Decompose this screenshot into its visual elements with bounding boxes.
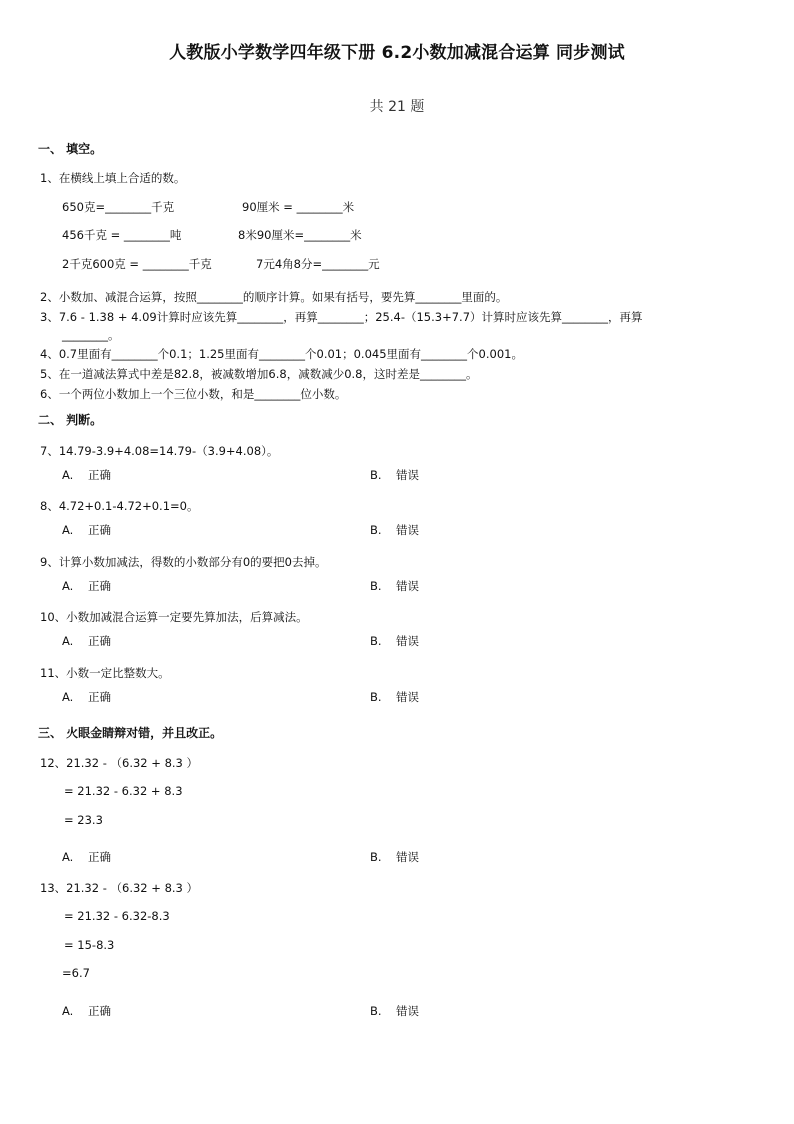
question-2: 2、小数加、减混合运算，按照________的顺序计算。如果有括号，要先算________里面的。 [40, 290, 508, 304]
question-12-step-1: = 21.32 - 6.32 + 8.3 [64, 784, 183, 798]
question-1-item-6: 7元4角8分=________元 [256, 257, 380, 271]
option-a[interactable]: A. 正确 [62, 634, 111, 648]
question-8: 8、4.72+0.1-4.72+0.1=0。 [40, 499, 199, 513]
question-1-item-5: 2千克600克 = ________千克 [62, 257, 212, 271]
question-9: 9、计算小数加减法，得数的小数部分有0的要把0去掉。 [40, 555, 327, 569]
option-b[interactable]: B. 错误 [370, 690, 419, 704]
page-title: 人教版小学数学四年级下册 6.2小数加减混合运算 同步测试 [169, 43, 625, 63]
question-3-line-1: 3、7.6 - 1.38 + 4.09计算时应该先算________，再算________；25.4-（15.3+7.7）计算时应该先算________，再算 [40, 310, 643, 324]
question-4: 4、0.7里面有________个0.1；1.25里面有________个0.01；0.045里面有________个0.001。 [40, 347, 523, 361]
question-1-item-2: 90厘米 = ________米 [242, 200, 355, 214]
question-10: 10、小数加减混合运算一定要先算加法，后算减法。 [40, 610, 308, 624]
option-a[interactable]: A. 正确 [62, 523, 111, 537]
question-13-step-1: = 21.32 - 6.32-8.3 [64, 909, 170, 923]
question-13-step-2: = 15-8.3 [64, 938, 115, 952]
option-b[interactable]: B. 错误 [370, 468, 419, 482]
option-b[interactable]: B. 错误 [370, 523, 419, 537]
question-13-stem: 13、21.32 - （6.32 + 8.3 ） [40, 881, 199, 895]
option-b[interactable]: B. 错误 [370, 579, 419, 593]
question-11: 11、小数一定比整数大。 [40, 666, 170, 680]
option-b[interactable]: B. 错误 [370, 1004, 419, 1018]
question-13-step-3: =6.7 [62, 966, 90, 980]
option-a[interactable]: A. 正确 [62, 1004, 111, 1018]
option-b[interactable]: B. 错误 [370, 850, 419, 864]
question-12-stem: 12、21.32 - （6.32 + 8.3 ） [40, 756, 199, 770]
section-heading-correct: 三、 火眼金睛辩对错，并且改正。 [38, 726, 223, 740]
option-a[interactable]: A. 正确 [62, 690, 111, 704]
question-1-item-3: 456千克 = ________吨 [62, 228, 182, 242]
option-a[interactable]: A. 正确 [62, 850, 111, 864]
question-1-item-1: 650克=________千克 [62, 200, 175, 214]
question-5: 5、在一道减法算式中差是82.8，被减数增加6.8，减数减少0.8，这时差是________。 [40, 367, 478, 381]
question-6: 6、一个两位小数加上一个三位小数，和是________位小数。 [40, 387, 347, 401]
question-count: 共 21 题 [369, 99, 425, 115]
option-b[interactable]: B. 错误 [370, 634, 419, 648]
option-a[interactable]: A. 正确 [62, 468, 111, 482]
section-heading-fill-in: 一、 填空。 [38, 142, 103, 156]
question-12-step-2: = 23.3 [64, 813, 103, 827]
question-1-item-4: 8米90厘米=________米 [238, 228, 362, 242]
option-a[interactable]: A. 正确 [62, 579, 111, 593]
question-1-stem: 1、在横线上填上合适的数。 [40, 171, 186, 185]
section-heading-judge: 二、 判断。 [38, 413, 103, 427]
question-7: 7、14.79-3.9+4.08=14.79-（3.9+4.08）。 [40, 444, 279, 458]
question-3-line-2: ________。 [62, 328, 120, 342]
